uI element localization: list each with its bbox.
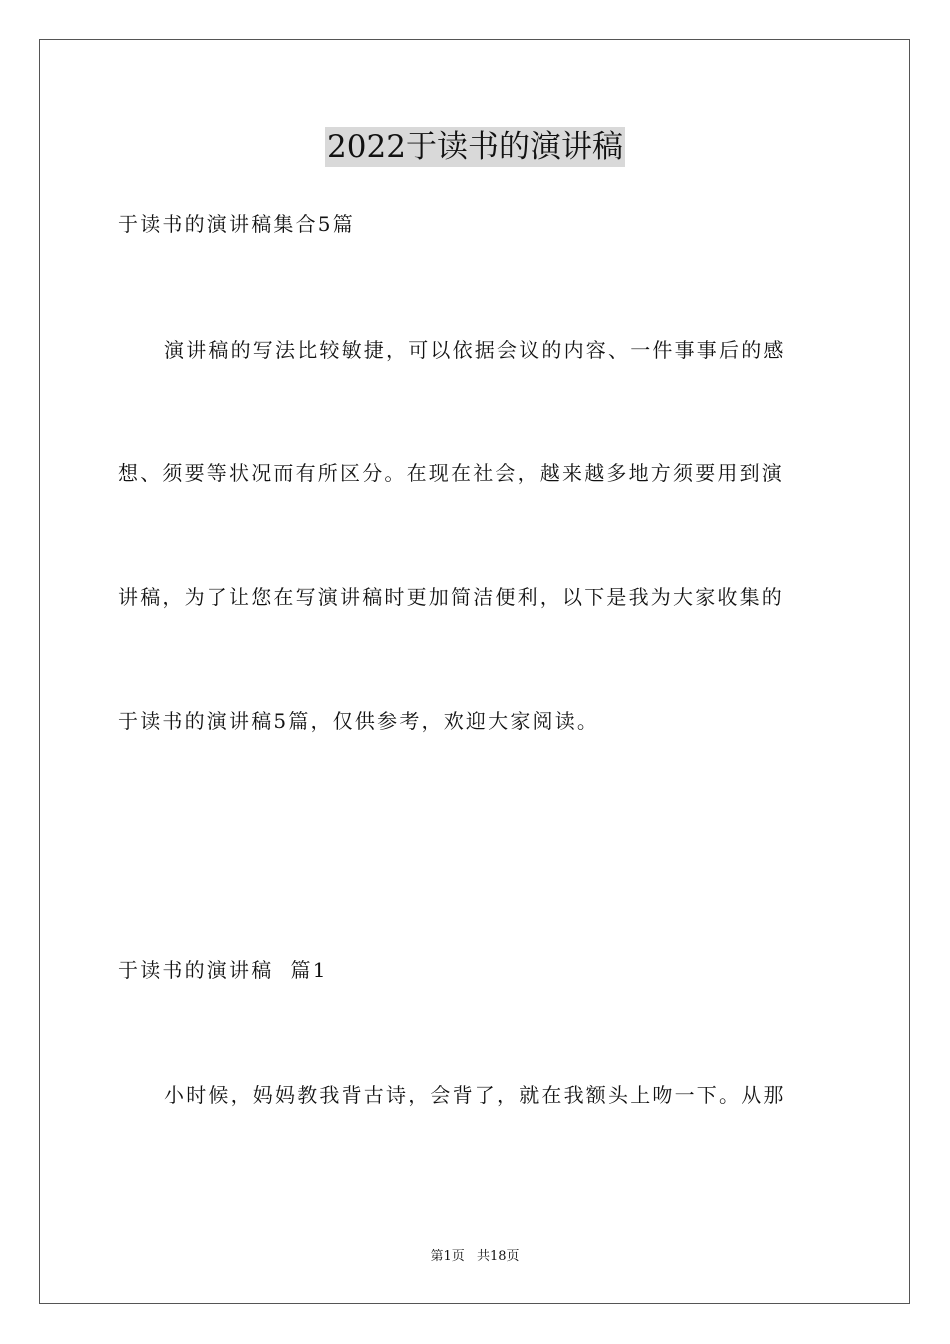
page-current: 第1页 xyxy=(430,1249,465,1264)
intro-line-2: 想、须要等状况而有所区分。在现在社会，越来越多地方须要用到演 xyxy=(118,461,784,485)
intro-line-3: 讲稿，为了让您在写演讲稿时更加简洁便利，以下是我为大家收集的 xyxy=(118,585,784,609)
page-total: 共18页 xyxy=(476,1249,520,1264)
page-footer xyxy=(0,1248,950,1266)
section-first-line: 小时候，妈妈教我背古诗，会背了，就在我额头上吻一下。从那 xyxy=(164,1083,786,1107)
title-container xyxy=(0,127,950,167)
intro-line-4: 于读书的演讲稿5篇，仅供参考，欢迎大家阅读。 xyxy=(118,709,600,733)
section-heading: 于读书的演讲稿 篇1 xyxy=(118,958,328,982)
document-title: 2022于读书的演讲稿 xyxy=(327,129,623,165)
document-subtitle: 于读书的演讲稿集合5篇 xyxy=(118,212,355,236)
intro-line-1: 演讲稿的写法比较敏捷，可以依据会议的内容、一件事事后的感 xyxy=(164,338,786,362)
